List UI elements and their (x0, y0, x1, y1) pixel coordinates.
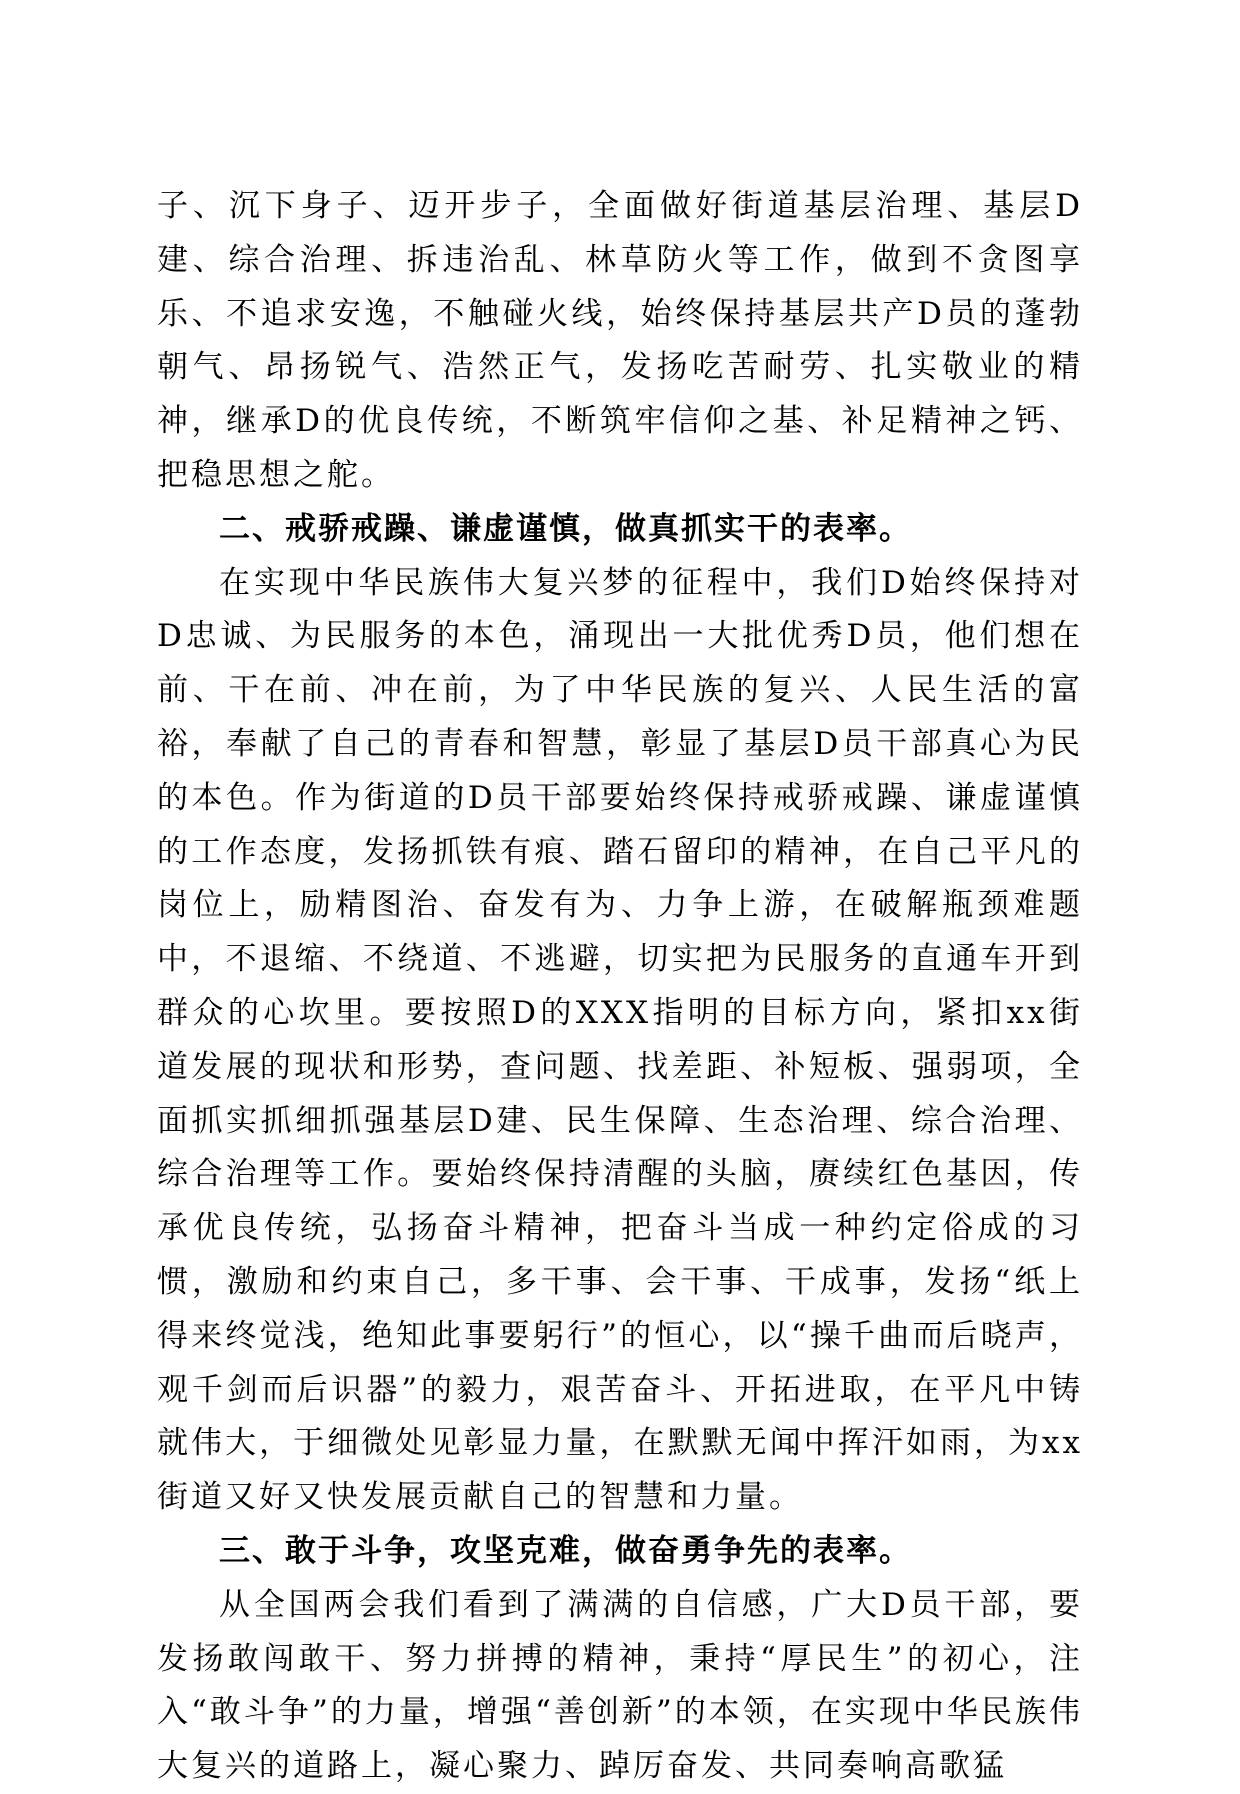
section-heading-2: 二、戒骄戒躁、谦虚谨慎，做真抓实干的表率。 (219, 510, 912, 547)
document-page (157, 180, 1083, 1794)
paragraph-section-2: 在实现中华民族伟大复兴梦的征程中，我们D始终保持对D忠诚、为民服务的本色，涌现出一大批优秀D员，他们想在前、干在前、冲在前，为了中华民族的复兴、人民生活的富裕，奉献了自己的青春和智慧，彰显了基层D员干部真心为民的本色。作为街道的D员干部要始终保持戒骄戒躁、谦虚谨慎的工作态度，发扬抓铁有痕、踏石留印的精神，在自己平凡的岗位上，励精图治、奋发有为、力争上游，在破解瓶颈难题中，不退缩、不绕道、不逃避，切实把为民服务的直通车开到群众的心坎里。要按照D的XXX指明的目标方向，紧扣xx街道发展的现状和形势，查问题、找差距、补短板、强弱项，全面抓实抓细抓强基层D建、民生保障、生态治理、综合治理、综合治理等工作。要始终保持清醒的头脑，赓续红色基因，传承优良传统，弘扬奋斗精神，把奋斗当成一种约定俗成的习惯，激励和约束自己，多干事、会干事、干成事，发扬“纸上得来终觉浅，绝知此事要躬行”的恒心，以“操千曲而后晓声，观千剑而后识器”的毅力，艰苦奋斗、开拓进取，在平凡中铸就伟大，于细微处见彰显力量，在默默无闻中挥汗如雨，为xx街道又好又快发展贡献自己的智慧和力量。 (157, 564, 1083, 1516)
paragraph-section-3: 从全国两会我们看到了满满的自信感，广大D员干部，要发扬敢闯敢干、努力拼搏的精神，秉持“厚民生”的初心，注入“敢斗争”的力量，增强“善创新”的本领，在实现中华民族伟大复兴的道路上，凝心聚力、踔厉奋发、共同奏响高歌猛 (157, 1586, 1083, 1785)
paragraph-continued: 子、沉下身子、迈开步子，全面做好街道基层治理、基层D建、综合治理、拆违治乱、林草防火等工作，做到不贪图享乐、不追求安逸，不触碰火线，始终保持基层共产D员的蓬勃朝气、昂扬锐气、浩然正气，发扬吃苦耐劳、扎实敬业的精神，继承D的优良传统，不断筑牢信仰之基、补足精神之钙、把稳思想之舵。 (157, 188, 1083, 493)
section-heading-3: 三、敢于斗争，攻坚克难，做奋勇争先的表率。 (219, 1532, 912, 1569)
